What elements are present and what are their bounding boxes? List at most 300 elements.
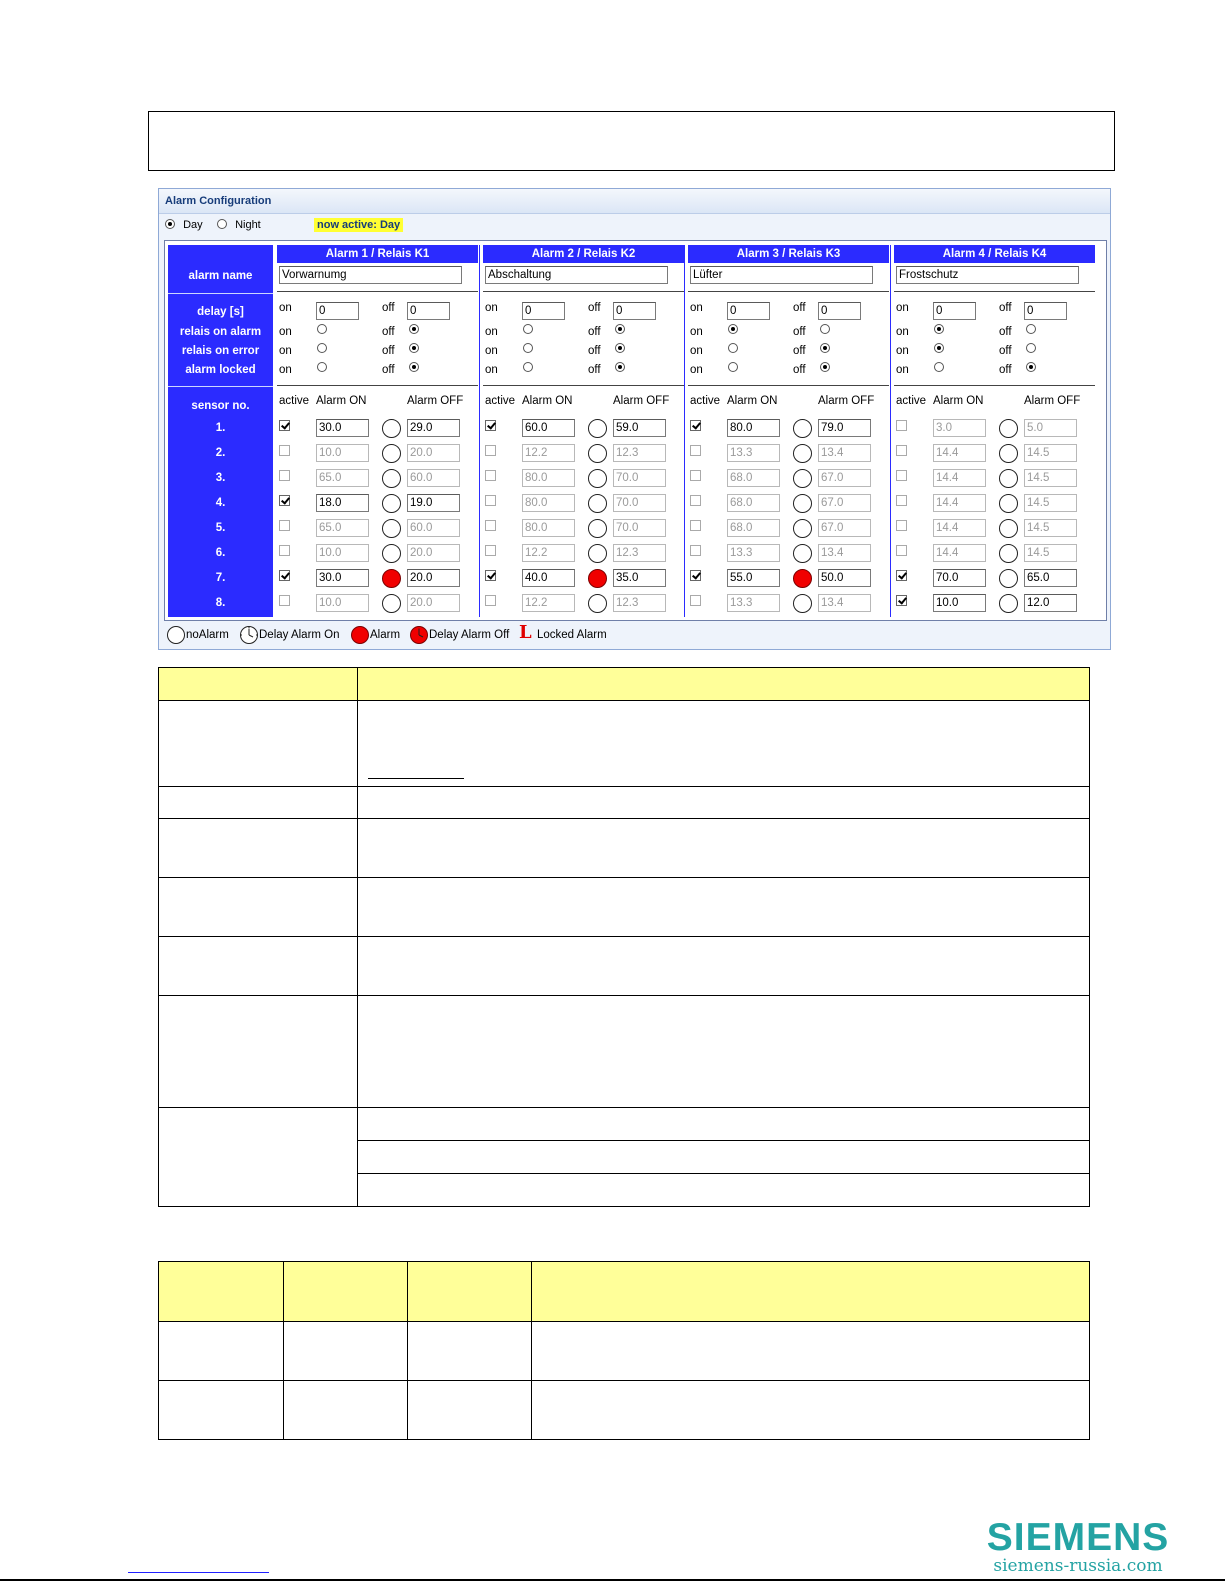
locked-alarm-icon: L — [519, 622, 532, 643]
second-table — [158, 1261, 1090, 1440]
alarm-on-header: Alarm ON — [316, 395, 367, 407]
sensor-active-checkbox[interactable] — [279, 420, 290, 431]
alarm-on-threshold-input[interactable]: 68.0 — [727, 469, 780, 487]
alarm-off-threshold-input[interactable]: 14.5 — [1024, 519, 1077, 537]
relais-on-error-on-radio[interactable] — [934, 343, 944, 353]
alarm-off-header: Alarm OFF — [407, 395, 464, 407]
siemens-logo — [984, 1516, 1172, 1576]
relais-on-error-on-label: on — [279, 345, 292, 357]
label-separator — [168, 293, 273, 294]
no-alarm-status-icon — [588, 544, 607, 563]
sensor-active-checkbox[interactable] — [690, 495, 701, 506]
relais-on-alarm-on-label: on — [690, 326, 703, 338]
alarm-off-threshold-input[interactable]: 65.0 — [1024, 569, 1077, 587]
alarm-on-threshold-input[interactable]: 10.0 — [316, 594, 369, 612]
no-alarm-status-icon — [382, 444, 401, 463]
alarm-locked-off-radio[interactable] — [1026, 362, 1036, 372]
legend-no-alarm: noAlarm — [186, 629, 229, 641]
row-label-column — [168, 245, 273, 617]
no-alarm-status-icon — [382, 519, 401, 538]
delay-on-input[interactable]: 0 — [522, 302, 565, 320]
alarm-off-header: Alarm OFF — [613, 395, 670, 407]
label-sensor-no: sensor no. — [191, 400, 250, 412]
sensor-active-checkbox[interactable] — [485, 545, 496, 556]
sensor-active-checkbox[interactable] — [485, 495, 496, 506]
alarm-on-threshold-input[interactable]: 80.0 — [522, 519, 575, 537]
alarm-locked-off-label: off — [999, 364, 1012, 376]
relais-on-error-on-label: on — [896, 345, 909, 357]
alarm-on-threshold-input[interactable]: 80.0 — [522, 494, 575, 512]
sensor-active-checkbox[interactable] — [896, 420, 907, 431]
sensor-label: 5. — [215, 522, 226, 534]
relais-on-error-on-radio[interactable] — [728, 343, 738, 353]
relais-on-alarm-off-radio[interactable] — [409, 324, 419, 334]
delay-off-label: off — [999, 302, 1012, 314]
mode-day-label: Day — [183, 219, 203, 231]
relais-on-error-on-label: on — [690, 345, 703, 357]
alarm-off-threshold-input[interactable]: 12.0 — [1024, 594, 1077, 612]
no-alarm-status-icon — [588, 469, 607, 488]
section-divider — [688, 291, 889, 292]
delay-on-input[interactable]: 0 — [316, 302, 359, 320]
sensor-active-checkbox[interactable] — [896, 595, 907, 606]
table-cell — [159, 996, 358, 1108]
relais-on-alarm-off-label: off — [588, 326, 601, 338]
sensor-active-checkbox[interactable] — [279, 445, 290, 456]
sensor-active-checkbox[interactable] — [279, 495, 290, 506]
relais-on-alarm-on-radio[interactable] — [317, 324, 327, 334]
table-header-cell — [408, 1262, 532, 1322]
relais-on-alarm-on-label: on — [896, 326, 909, 338]
sensor-active-checkbox[interactable] — [279, 545, 290, 556]
relais-on-alarm-off-radio[interactable] — [615, 324, 625, 334]
relais-on-error-off-radio[interactable] — [409, 343, 419, 353]
alarm-off-threshold-input[interactable]: 60.0 — [407, 469, 460, 487]
alarm-on-threshold-input[interactable]: 14.4 — [933, 469, 986, 487]
sensor-active-checkbox[interactable] — [485, 570, 496, 581]
alarm-off-threshold-input[interactable]: 20.0 — [407, 594, 460, 612]
table-cell — [408, 1381, 532, 1440]
label-delay: delay [s] — [197, 306, 244, 318]
sensor-active-checkbox[interactable] — [485, 470, 496, 481]
alarm-off-threshold-input[interactable]: 70.0 — [613, 469, 666, 487]
alarm-on-threshold-input[interactable]: 10.0 — [316, 544, 369, 562]
table-cell — [159, 878, 358, 937]
alarm-off-threshold-input[interactable]: 13.4 — [818, 544, 871, 562]
alarm-off-threshold-input[interactable]: 59.0 — [613, 419, 666, 437]
delay-on-input[interactable]: 0 — [727, 302, 770, 320]
column-divider — [684, 245, 685, 617]
delay-off-label: off — [793, 302, 806, 314]
delay-alarm-on-icon — [239, 625, 259, 645]
table-header-cell — [532, 1262, 1090, 1322]
alarm-column-3 — [688, 245, 889, 617]
delay-off-label: off — [382, 302, 395, 314]
alarm-grid — [164, 240, 1107, 621]
alarm-off-threshold-input[interactable]: 13.4 — [818, 444, 871, 462]
alarm-locked-on-label: on — [279, 364, 292, 376]
table-cell — [284, 1322, 408, 1381]
alarm-on-threshold-input[interactable]: 60.0 — [522, 419, 575, 437]
alarm-on-threshold-input[interactable]: 13.3 — [727, 544, 780, 562]
sensor-label: 6. — [215, 547, 226, 559]
alarm-off-threshold-input[interactable]: 12.3 — [613, 594, 666, 612]
alarm-on-threshold-input[interactable]: 65.0 — [316, 469, 369, 487]
alarm-off-threshold-input[interactable]: 5.0 — [1024, 419, 1077, 437]
no-alarm-status-icon — [793, 494, 812, 513]
alarm-on-threshold-input[interactable]: 80.0 — [727, 419, 780, 437]
mode-night-option[interactable] — [217, 219, 261, 231]
alarm-on-threshold-input[interactable]: 14.4 — [933, 444, 986, 462]
footer-rule — [0, 1579, 1225, 1581]
alarm-on-threshold-input[interactable]: 70.0 — [933, 569, 986, 587]
section-divider — [483, 385, 684, 386]
alarm-off-threshold-input[interactable]: 79.0 — [818, 419, 871, 437]
alarm-name-input[interactable]: Lüfter — [690, 266, 873, 284]
alarm-on-threshold-input[interactable]: 14.4 — [933, 544, 986, 562]
alarm-on-threshold-input[interactable]: 30.0 — [316, 419, 369, 437]
relais-on-alarm-on-radio[interactable] — [728, 324, 738, 334]
delay-alarm-off-icon — [409, 625, 429, 645]
no-alarm-status-icon — [382, 494, 401, 513]
alarm-off-threshold-input[interactable]: 14.5 — [1024, 494, 1077, 512]
alarm-off-threshold-input[interactable]: 12.3 — [613, 444, 666, 462]
underline-rule — [368, 778, 464, 779]
no-alarm-status-icon — [793, 519, 812, 538]
alarm-off-threshold-input[interactable]: 60.0 — [407, 519, 460, 537]
sensor-active-checkbox[interactable] — [690, 420, 701, 431]
no-alarm-status-icon — [588, 419, 607, 438]
alarm-on-threshold-input[interactable]: 18.0 — [316, 494, 369, 512]
table-cell — [358, 937, 1090, 996]
relais-on-alarm-on-radio[interactable] — [523, 324, 533, 334]
alarm-locked-on-label: on — [896, 364, 909, 376]
alarm-on-threshold-input[interactable]: 13.3 — [727, 444, 780, 462]
no-alarm-status-icon — [382, 419, 401, 438]
relais-on-error-off-radio[interactable] — [820, 343, 830, 353]
alarm-locked-off-radio[interactable] — [820, 362, 830, 372]
table-cell — [159, 819, 358, 878]
relais-on-error-off-label: off — [793, 345, 806, 357]
table-cell — [159, 701, 358, 787]
active-header: active — [279, 395, 310, 407]
alarm-column-header: Alarm 1 / Relais K1 — [277, 245, 478, 263]
relais-on-error-off-radio[interactable] — [615, 343, 625, 353]
active-mode-badge: now active: Day — [314, 218, 403, 232]
alarm-name-input[interactable]: Frostschutz — [896, 266, 1079, 284]
column-divider — [890, 245, 891, 617]
sensor-active-checkbox[interactable] — [690, 570, 701, 581]
no-alarm-status-icon — [382, 544, 401, 563]
no-alarm-status-icon — [793, 594, 812, 613]
relais-on-error-on-radio[interactable] — [317, 343, 327, 353]
sensor-active-checkbox[interactable] — [279, 470, 290, 481]
no-alarm-status-icon — [793, 544, 812, 563]
alarm-on-threshold-input[interactable]: 10.0 — [316, 444, 369, 462]
legend-delay-alarm-on: Delay Alarm On — [259, 629, 340, 641]
table-cell — [358, 878, 1090, 937]
relais-on-alarm-on-radio[interactable] — [934, 324, 944, 334]
active-header: active — [896, 395, 927, 407]
alarm-off-threshold-input[interactable]: 20.0 — [407, 569, 460, 587]
alarm-locked-off-radio[interactable] — [409, 362, 419, 372]
table-cell — [358, 1108, 1090, 1141]
section-divider — [277, 291, 478, 292]
delay-on-label: on — [279, 302, 292, 314]
sensor-active-checkbox[interactable] — [485, 595, 496, 606]
alarm-on-threshold-input[interactable]: 12.2 — [522, 544, 575, 562]
no-alarm-status-icon — [999, 544, 1018, 563]
relais-on-error-on-label: on — [485, 345, 498, 357]
no-alarm-status-icon — [588, 519, 607, 538]
sensor-label: 7. — [215, 572, 226, 584]
alarm-on-threshold-input[interactable]: 14.4 — [933, 494, 986, 512]
alarm-off-threshold-input[interactable]: 20.0 — [407, 544, 460, 562]
alarm-on-header: Alarm ON — [727, 395, 778, 407]
alarm-locked-off-radio[interactable] — [615, 362, 625, 372]
alarm-off-threshold-input[interactable]: 70.0 — [613, 494, 666, 512]
no-alarm-status-icon — [999, 444, 1018, 463]
relais-on-error-off-label: off — [382, 345, 395, 357]
sensor-label: 8. — [215, 597, 226, 609]
sensor-label: 2. — [215, 447, 226, 459]
alarm-column-header: Alarm 3 / Relais K3 — [688, 245, 889, 263]
alarm-on-threshold-input[interactable]: 12.2 — [522, 594, 575, 612]
alarm-column-2 — [483, 245, 684, 617]
sensor-active-checkbox[interactable] — [279, 595, 290, 606]
footer-link-underline[interactable] — [128, 1572, 269, 1573]
alarm-on-threshold-input[interactable]: 14.4 — [933, 519, 986, 537]
alarm-off-threshold-input[interactable]: 20.0 — [407, 444, 460, 462]
mode-day-radio[interactable] — [165, 219, 175, 229]
alarm-off-threshold-input[interactable]: 13.4 — [818, 594, 871, 612]
alarm-off-threshold-input[interactable]: 14.5 — [1024, 469, 1077, 487]
logo-site: siemens-russia.com — [993, 1556, 1163, 1576]
no-alarm-status-icon — [793, 444, 812, 463]
status-legend — [167, 622, 1107, 645]
sensor-active-checkbox[interactable] — [690, 520, 701, 531]
alarm-off-threshold-input[interactable]: 50.0 — [818, 569, 871, 587]
alarm-off-threshold-input[interactable]: 67.0 — [818, 494, 871, 512]
delay-on-label: on — [690, 302, 703, 314]
relais-on-alarm-off-label: off — [999, 326, 1012, 338]
legend-alarm: Alarm — [370, 629, 401, 641]
relais-on-alarm-off-radio[interactable] — [1026, 324, 1036, 334]
delay-off-input[interactable]: 0 — [613, 302, 656, 320]
alarm-off-threshold-input[interactable]: 14.5 — [1024, 544, 1077, 562]
delay-on-label: on — [896, 302, 909, 314]
relais-on-error-off-label: off — [588, 345, 601, 357]
sensor-active-checkbox[interactable] — [690, 595, 701, 606]
alarm-column-header: Alarm 2 / Relais K2 — [483, 245, 684, 263]
relais-on-error-off-radio[interactable] — [1026, 343, 1036, 353]
top-text-box — [148, 111, 1115, 171]
alarm-on-threshold-input[interactable]: 10.0 — [933, 594, 986, 612]
mode-night-label: Night — [235, 219, 261, 231]
alarm-icon — [351, 626, 369, 644]
section-divider — [483, 291, 684, 292]
table-header-cell — [159, 1262, 284, 1322]
alarm-on-threshold-input[interactable]: 68.0 — [727, 494, 780, 512]
no-alarm-status-icon — [999, 569, 1018, 588]
alarm-locked-on-radio[interactable] — [934, 362, 944, 372]
sensor-active-checkbox[interactable] — [485, 520, 496, 531]
alarm-off-threshold-input[interactable]: 14.5 — [1024, 444, 1077, 462]
sensor-active-checkbox[interactable] — [896, 545, 907, 556]
sensor-label: 1. — [215, 422, 226, 434]
label-relais-on-error: relais on error — [181, 345, 260, 357]
legend-locked-alarm: Locked Alarm — [537, 629, 607, 641]
delay-off-input[interactable]: 0 — [818, 302, 861, 320]
sensor-label: 4. — [215, 497, 226, 509]
table-cell — [358, 819, 1090, 878]
section-divider — [688, 385, 889, 386]
relais-on-alarm-off-label: off — [382, 326, 395, 338]
mode-day-option[interactable] — [165, 219, 203, 231]
alarm-on-threshold-input[interactable]: 12.2 — [522, 444, 575, 462]
table-cell — [159, 937, 358, 996]
alarm-status-icon — [382, 569, 401, 588]
sensor-active-checkbox[interactable] — [896, 495, 907, 506]
alarm-on-threshold-input[interactable]: 65.0 — [316, 519, 369, 537]
label-separator — [168, 386, 273, 387]
table-cell — [408, 1322, 532, 1381]
table-cell — [159, 1322, 284, 1381]
table-header-cell — [358, 668, 1090, 701]
alarm-on-threshold-input[interactable]: 80.0 — [522, 469, 575, 487]
sensor-active-checkbox[interactable] — [485, 445, 496, 456]
sensor-active-checkbox[interactable] — [690, 445, 701, 456]
relais-on-alarm-off-radio[interactable] — [820, 324, 830, 334]
alarm-on-header: Alarm ON — [933, 395, 984, 407]
no-alarm-status-icon — [382, 469, 401, 488]
description-table — [158, 667, 1090, 1207]
delay-off-input[interactable]: 0 — [1024, 302, 1067, 320]
alarm-off-header: Alarm OFF — [818, 395, 875, 407]
alarm-name-input[interactable]: Abschaltung — [485, 266, 668, 284]
alarm-off-threshold-input[interactable]: 35.0 — [613, 569, 666, 587]
relais-on-error-on-radio[interactable] — [523, 343, 533, 353]
table-header-cell — [159, 668, 358, 701]
no-alarm-status-icon — [999, 594, 1018, 613]
no-alarm-status-icon — [382, 594, 401, 613]
alarm-off-header: Alarm OFF — [1024, 395, 1081, 407]
alarm-on-threshold-input[interactable]: 3.0 — [933, 419, 986, 437]
alarm-name-input[interactable]: Vorwarnumg — [279, 266, 462, 284]
logo-brand: SIEMENS — [986, 1516, 1170, 1559]
sensor-active-checkbox[interactable] — [485, 420, 496, 431]
no-alarm-status-icon — [588, 494, 607, 513]
alarm-locked-off-label: off — [793, 364, 806, 376]
alarm-off-threshold-input[interactable]: 67.0 — [818, 519, 871, 537]
table-cell — [284, 1381, 408, 1440]
legend-delay-alarm-off: Delay Alarm Off — [429, 629, 510, 641]
alarm-off-threshold-input[interactable]: 29.0 — [407, 419, 460, 437]
no-alarm-status-icon — [793, 469, 812, 488]
no-alarm-status-icon — [588, 594, 607, 613]
mode-row — [159, 214, 1110, 238]
alarm-off-threshold-input[interactable]: 67.0 — [818, 469, 871, 487]
relais-on-error-off-label: off — [999, 345, 1012, 357]
sensor-active-checkbox[interactable] — [279, 520, 290, 531]
mode-night-radio[interactable] — [217, 219, 227, 229]
alarm-column-header: Alarm 4 / Relais K4 — [894, 245, 1095, 263]
alarm-on-threshold-input[interactable]: 55.0 — [727, 569, 780, 587]
alarm-column-1 — [277, 245, 478, 617]
sensor-active-checkbox[interactable] — [896, 470, 907, 481]
alarm-configuration-panel — [158, 188, 1111, 650]
column-divider — [479, 245, 480, 617]
delay-off-input[interactable]: 0 — [407, 302, 450, 320]
alarm-locked-on-label: on — [690, 364, 703, 376]
alarm-locked-on-radio[interactable] — [317, 362, 327, 372]
no-alarm-status-icon — [999, 494, 1018, 513]
alarm-off-threshold-input[interactable]: 12.3 — [613, 544, 666, 562]
alarm-locked-off-label: off — [588, 364, 601, 376]
alarm-status-icon — [793, 569, 812, 588]
table-cell — [159, 1108, 358, 1207]
label-alarm-name: alarm name — [188, 270, 253, 282]
active-header: active — [485, 395, 516, 407]
table-cell — [358, 1174, 1090, 1207]
table-cell — [532, 1322, 1090, 1381]
alarm-on-threshold-input[interactable]: 30.0 — [316, 569, 369, 587]
no-alarm-icon — [167, 626, 185, 644]
panel-title: Alarm Configuration — [159, 189, 1110, 214]
sensor-active-checkbox[interactable] — [896, 520, 907, 531]
sensor-label: 3. — [215, 472, 226, 484]
no-alarm-status-icon — [588, 444, 607, 463]
table-cell — [358, 701, 1090, 787]
sensor-active-checkbox[interactable] — [279, 570, 290, 581]
active-header: active — [690, 395, 721, 407]
alarm-off-threshold-input[interactable]: 70.0 — [613, 519, 666, 537]
section-divider — [894, 385, 1095, 386]
sensor-active-checkbox[interactable] — [896, 445, 907, 456]
table-cell — [159, 787, 358, 819]
sensor-active-checkbox[interactable] — [896, 570, 907, 581]
section-divider — [894, 291, 1095, 292]
alarm-on-threshold-input[interactable]: 68.0 — [727, 519, 780, 537]
alarm-on-threshold-input[interactable]: 13.3 — [727, 594, 780, 612]
table-cell — [358, 1141, 1090, 1174]
no-alarm-status-icon — [793, 419, 812, 438]
label-relais-on-alarm: relais on alarm — [179, 326, 262, 338]
section-divider — [277, 385, 478, 386]
table-cell — [159, 1381, 284, 1440]
no-alarm-status-icon — [999, 419, 1018, 438]
alarm-locked-off-label: off — [382, 364, 395, 376]
alarm-locked-on-radio[interactable] — [523, 362, 533, 372]
alarm-column-4 — [894, 245, 1095, 617]
alarm-status-icon — [588, 569, 607, 588]
delay-on-input[interactable]: 0 — [933, 302, 976, 320]
alarm-locked-on-radio[interactable] — [728, 362, 738, 372]
relais-on-alarm-on-label: on — [279, 326, 292, 338]
alarm-off-threshold-input[interactable]: 19.0 — [407, 494, 460, 512]
relais-on-alarm-off-label: off — [793, 326, 806, 338]
relais-on-alarm-on-label: on — [485, 326, 498, 338]
table-cell — [532, 1381, 1090, 1440]
sensor-active-checkbox[interactable] — [690, 545, 701, 556]
delay-off-label: off — [588, 302, 601, 314]
alarm-on-threshold-input[interactable]: 40.0 — [522, 569, 575, 587]
no-alarm-status-icon — [999, 519, 1018, 538]
table-header-cell — [284, 1262, 408, 1322]
alarm-on-header: Alarm ON — [522, 395, 573, 407]
no-alarm-status-icon — [999, 469, 1018, 488]
sensor-active-checkbox[interactable] — [690, 470, 701, 481]
